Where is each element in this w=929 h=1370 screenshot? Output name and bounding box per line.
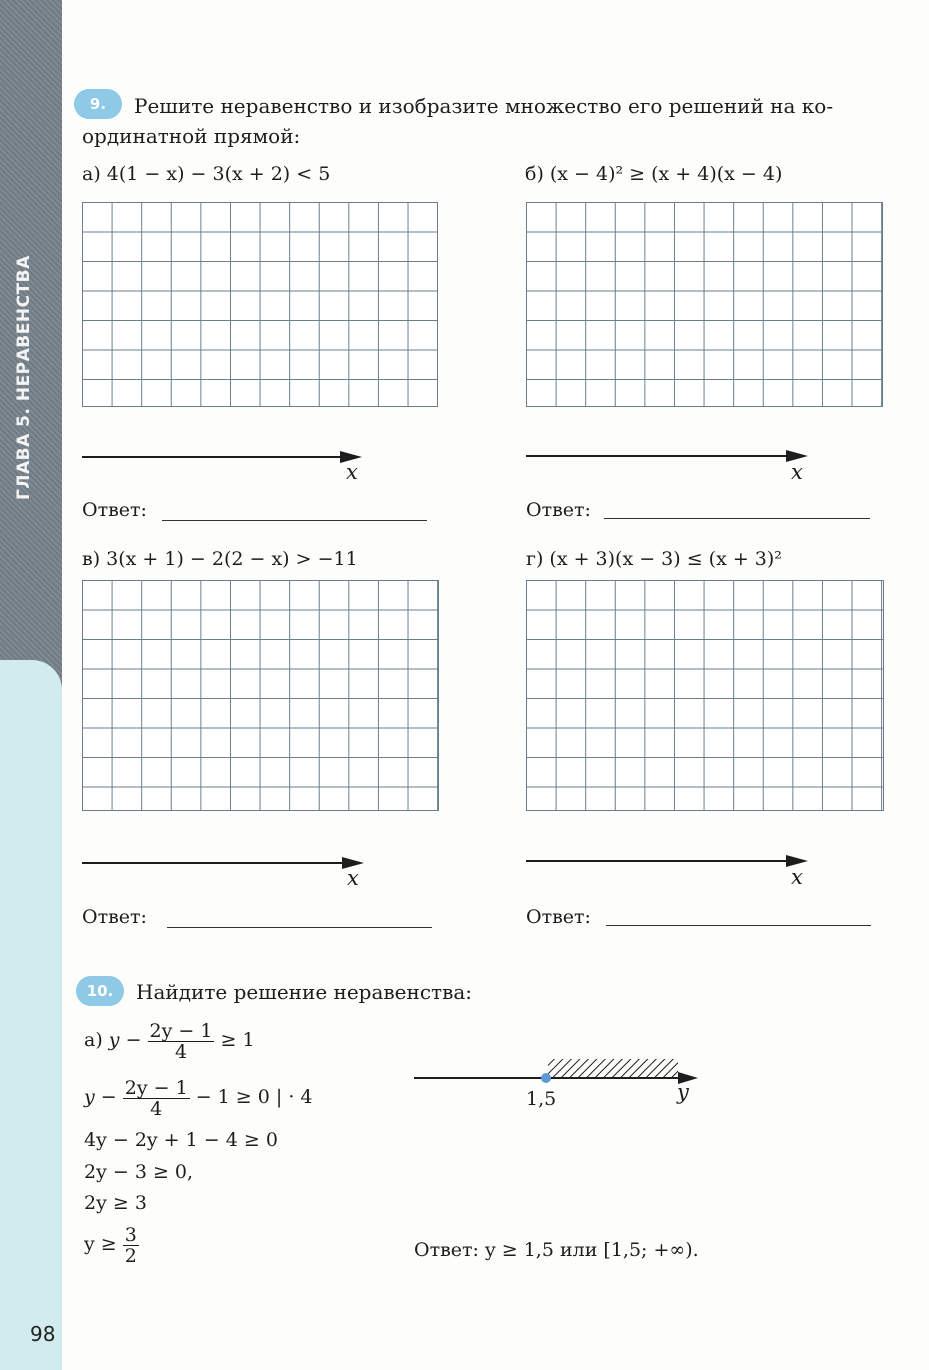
point-label: 1,5: [526, 1088, 557, 1110]
part-v-axis-label: x: [347, 866, 359, 890]
part-v-answer-label: Ответ:: [82, 906, 147, 928]
page-number: 98: [30, 1322, 56, 1346]
part-b-answer-field[interactable]: [604, 518, 870, 519]
example-axis-label: y: [677, 1080, 689, 1104]
part-a-grid[interactable]: [82, 202, 438, 407]
task-10-text: Найдите решение неравенства:: [136, 980, 473, 1004]
part-b-axis-line: [526, 455, 788, 457]
step-2-fraction: $\frac{2y - 1}{4}$: [124, 1076, 188, 1120]
part-g-label: г) (x + 3)(x − 3) ≤ (x + 3)²: [526, 548, 782, 570]
example-number-line: [410, 1050, 710, 1110]
task-9-badge: 9.: [74, 89, 122, 119]
part-b-grid[interactable]: [526, 202, 883, 407]
solution-point: [541, 1073, 551, 1083]
part-a-answer-field[interactable]: [162, 520, 427, 521]
step-6: y ≥ $\frac{3}{2}$: [84, 1223, 137, 1267]
part-a-label: а) 4(1 − x) − 3(x + 2) < 5: [82, 163, 331, 185]
task-9-text-line1: Решите неравенство и изобразите множество его решений на ко-: [134, 94, 834, 118]
step-1-fraction: $\frac{2y - 1}{4}$: [149, 1019, 213, 1063]
part-v-answer-field[interactable]: [167, 927, 432, 928]
part-v-grid[interactable]: [82, 580, 439, 811]
part-g-axis-line: [526, 860, 788, 862]
step-2: y − $\frac{2y - 1}{4}$ − 1 ≥ 0 | · 4: [84, 1076, 313, 1120]
step-6-fraction: $\frac{3}{2}$: [124, 1223, 137, 1267]
part-g-answer-field[interactable]: [606, 925, 871, 926]
part-a-axis-label: x: [346, 460, 358, 484]
part-v-label: в) 3(x + 1) − 2(2 − x) > −11: [82, 548, 358, 570]
step-4: 2y − 3 ≥ 0,: [84, 1161, 194, 1183]
part-b-axis-label: x: [791, 460, 803, 484]
part-g-answer-label: Ответ:: [526, 906, 591, 928]
step-1: а) y − $\frac{2y - 1}{4}$ ≥ 1: [84, 1019, 255, 1063]
part-v-axis-line: [82, 862, 344, 864]
step-3: 4y − 2y + 1 − 4 ≥ 0: [84, 1129, 278, 1151]
step-5: 2y ≥ 3: [84, 1192, 147, 1214]
part-a-answer-label: Ответ:: [82, 499, 147, 521]
solution-hatch: [548, 1059, 678, 1077]
sidebar-tint: [0, 660, 62, 1370]
example-answer: Ответ: y ≥ 1,5 или [1,5; +∞).: [414, 1239, 699, 1261]
part-b-answer-label: Ответ:: [526, 499, 591, 521]
part-g-axis-label: x: [791, 865, 803, 889]
task-10-badge: 10.: [76, 976, 124, 1006]
part-b-label: б) (x − 4)² ≥ (x + 4)(x − 4): [525, 163, 783, 185]
part-g-grid[interactable]: [526, 580, 884, 811]
part-a-axis-line: [82, 456, 342, 458]
task-9-text-line2: ординатной прямой:: [82, 124, 301, 148]
